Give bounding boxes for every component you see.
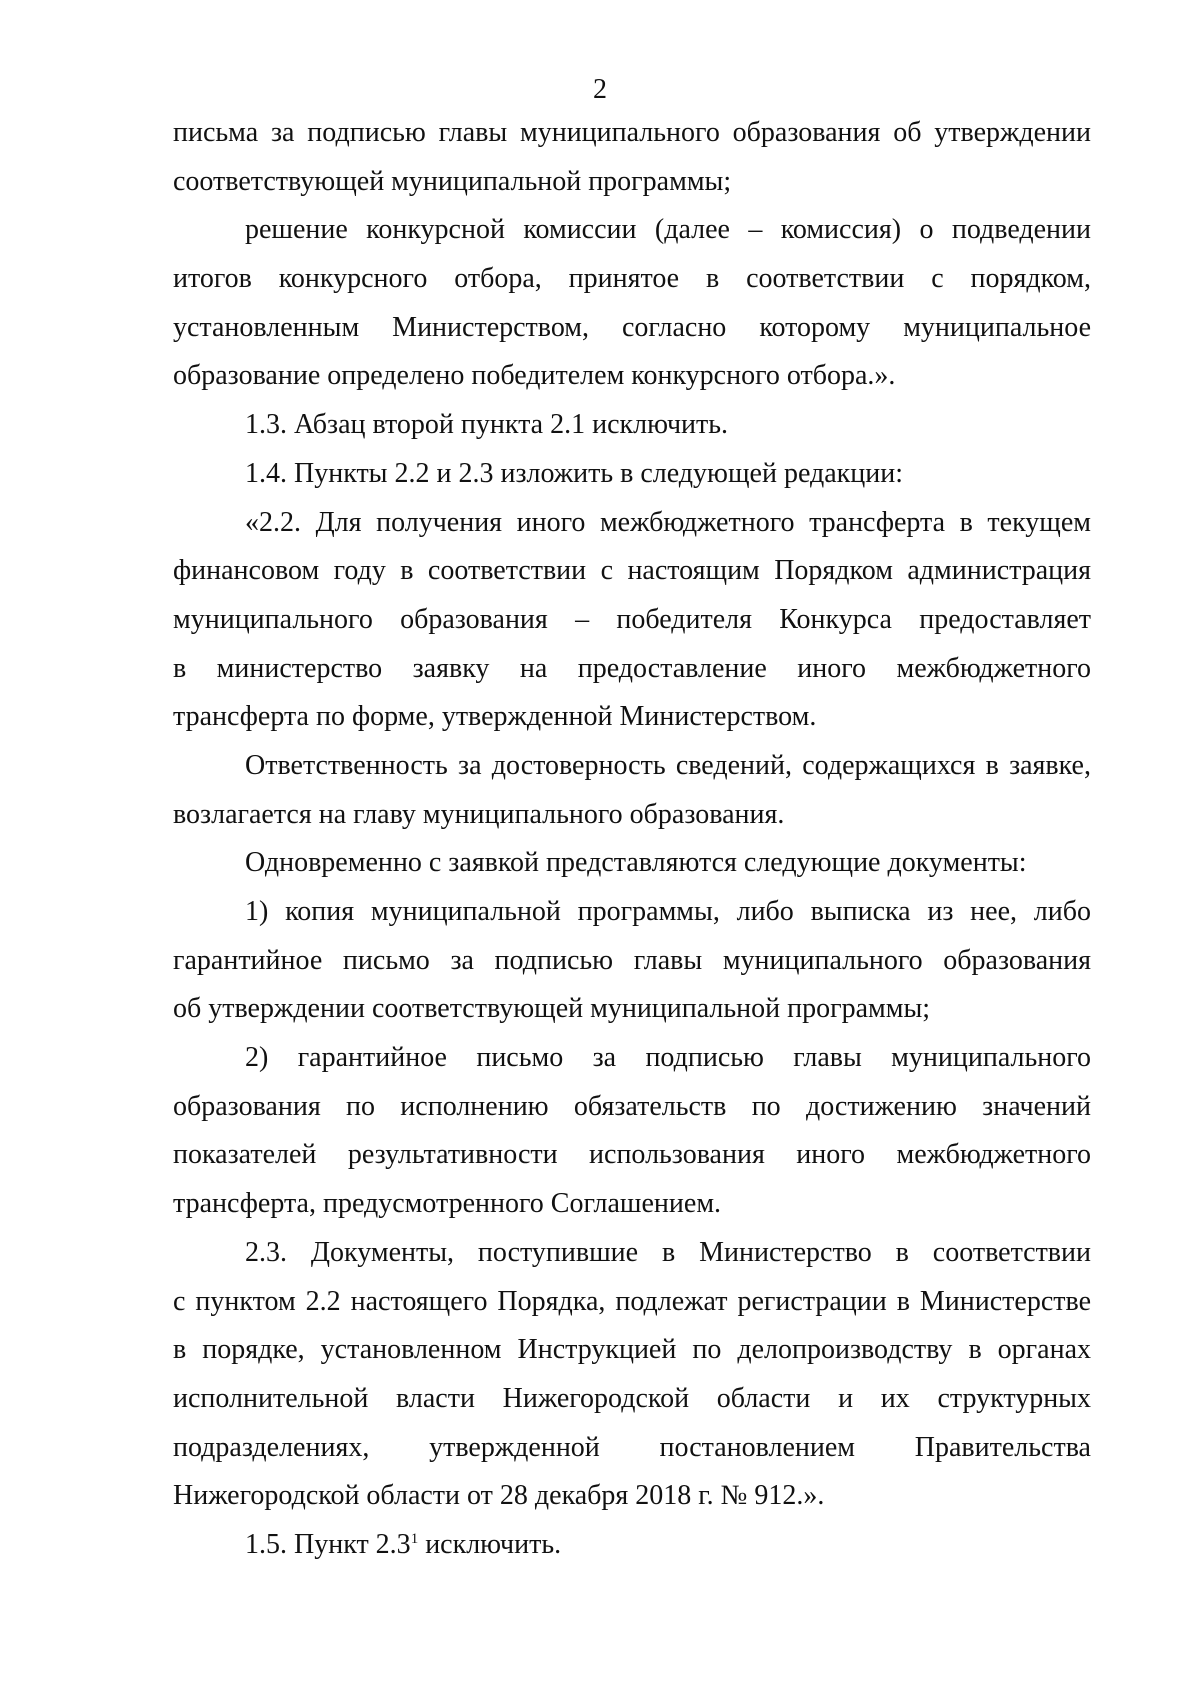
text-line: подразделениях, утвержденной постановлением Правительства — [173, 1431, 1091, 1463]
text-line: в министерство заявку на предоставление иного межбюджетного — [173, 652, 1091, 684]
paragraph — [173, 401, 1091, 450]
text-line: в порядке, установленном Инструкцией по делопроизводству в органах — [173, 1334, 1091, 1366]
paragraph — [173, 450, 1091, 499]
text-line: итогов конкурсного отбора, принятое в соответствии с порядком, — [173, 263, 1091, 295]
page-number: 2 — [593, 74, 607, 105]
text-line: Одновременно с заявкой представляются следующие документы: — [245, 847, 1027, 879]
text-line: с пунктом 2.2 настоящего Порядка, подлежат регистрации в Министерстве — [173, 1285, 1091, 1317]
text-line: образование определено победителем конкурсного отбора.». — [173, 360, 896, 392]
text-line: 1) копия муниципальной программы, либо выписка из нее, либо — [245, 896, 1091, 927]
text-line: 1.4. Пункты 2.2 и 2.3 изложить в следующей редакции: — [245, 457, 904, 489]
text-line: исполнительной власти Нижегородской области и их структурных — [173, 1382, 1091, 1414]
text-line: Ответственность за достоверность сведений, содержащихся в заявке, — [245, 749, 1091, 781]
paragraph — [173, 109, 1091, 206]
text-line: об утверждении соответствующей муниципальной программы; — [173, 993, 931, 1025]
text-line: Нижегородской области от 28 декабря 2018 г. № 912.». — [173, 1480, 825, 1512]
last-item-text: 1.5. Пункт 2.3 — [245, 1528, 411, 1560]
text-line: решение конкурсной комиссии (далее – комиссия) о подведении — [245, 214, 1091, 246]
text-line: 2) гарантийное письмо за подписью главы муниципального — [245, 1042, 1091, 1074]
paragraph-1-5 — [173, 1521, 1091, 1570]
paragraph — [173, 888, 1091, 1034]
paragraph — [173, 1229, 1091, 1521]
document-body — [173, 109, 1091, 1570]
text-line: муниципального образования – победителя Конкурса предоставляет — [173, 603, 1091, 635]
text-line: возлагается на главу муниципального образования. — [173, 798, 785, 830]
text-line: 1.3. Абзац второй пункта 2.1 исключить. — [245, 409, 729, 441]
text-line: образования по исполнению обязательств по достижению значений — [173, 1090, 1091, 1122]
paragraph — [173, 206, 1091, 401]
text-line: гарантийное письмо за подписью главы муниципального образования — [173, 944, 1091, 976]
text-line: установленным Министерством, согласно которому муниципальное — [173, 311, 1091, 343]
text-line: трансферта, предусмотренного Соглашением. — [173, 1188, 722, 1220]
text-line: трансферта по форме, утвержденной Министерством. — [173, 701, 817, 733]
text-line: «2.2. Для получения иного межбюджетного трансферта в текущем — [245, 506, 1091, 538]
text-line: финансовом году в соответствии с настоящим Порядком администрация — [173, 555, 1091, 587]
paragraph — [173, 499, 1091, 742]
text-line: письма за подписью главы муниципального образования об утверждении — [173, 117, 1091, 148]
last-item-text-tail: исключить. — [418, 1528, 562, 1560]
superscript: 1 — [410, 1530, 419, 1547]
text-line: показателей результативности использования иного межбюджетного — [173, 1139, 1091, 1171]
paragraph — [173, 742, 1091, 839]
paragraph — [173, 839, 1091, 888]
text-line: 2.3. Документы, поступившие в Министерство в соответствии — [245, 1236, 1091, 1268]
text-line: соответствующей муниципальной программы; — [173, 165, 732, 197]
paragraph — [173, 1034, 1091, 1229]
